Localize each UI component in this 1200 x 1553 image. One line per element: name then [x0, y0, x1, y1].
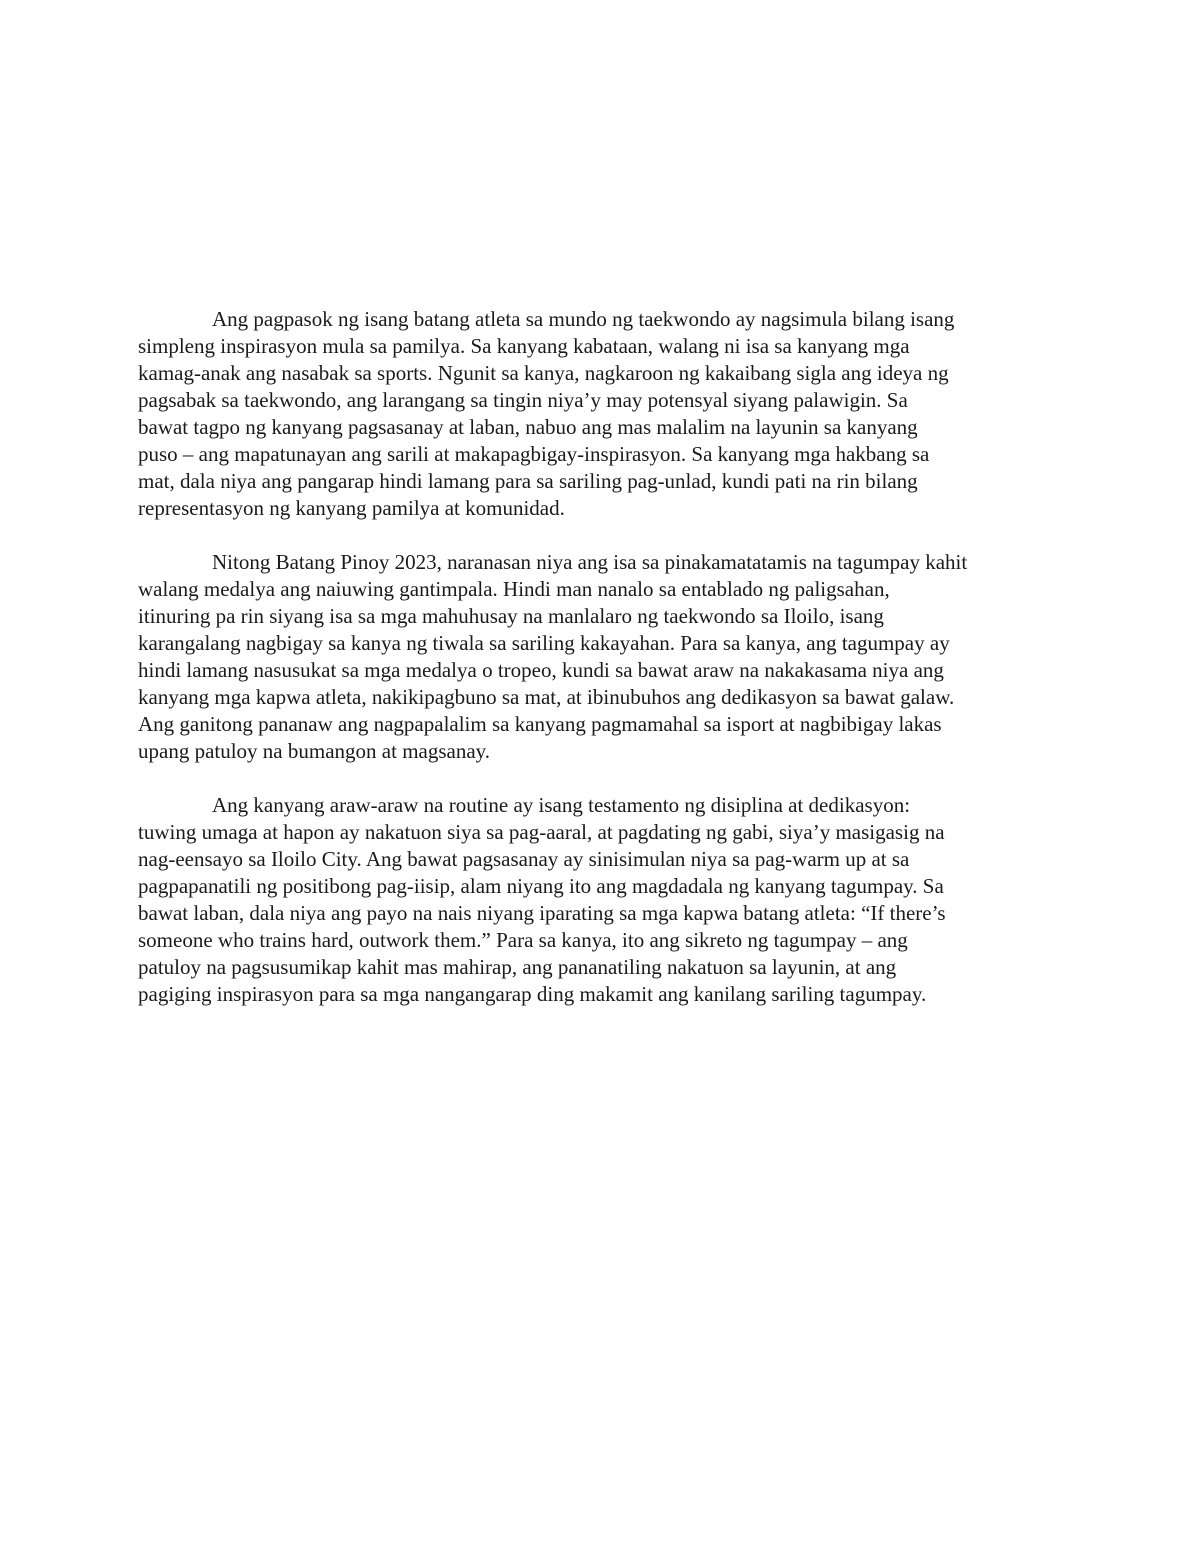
text-line: kamag-anak ang nasabak sa sports. Ngunit sa kanya, nagkaroon ng kakaibang sigla ang ideya ng: [138, 361, 949, 385]
text-line: nag-eensayo sa Iloilo City. Ang bawat pagsasanay ay sinisimulan niya sa pag-warm up at sa: [138, 847, 910, 871]
paragraph-3: [138, 792, 1078, 1008]
text-line: Ang ganitong pananaw ang nagpapalalim sa kanyang pagmamahal sa isport at nagbibigay lakas: [138, 712, 942, 736]
text-line: pagiging inspirasyon para sa mga nangangarap ding makamit ang kanilang sariling tagumpay.: [138, 982, 927, 1006]
text-line: tuwing umaga at hapon ay nakatuon siya sa pag-aaral, at pagdating ng gabi, siya’y masigasig na: [138, 820, 945, 844]
text-line: bawat laban, dala niya ang payo na nais niyang iparating sa mga kapwa batang atleta: “If there’s: [138, 901, 946, 925]
text-line: Ang kanyang araw-araw na routine ay isang testamento ng disiplina at dedikasyon:: [212, 793, 911, 817]
text-line: patuloy na pagsusumikap kahit mas mahirap, ang pananatiling nakatuon sa layunin, at ang: [138, 955, 897, 979]
text-line: walang medalya ang naiuwing gantimpala. Hindi man nanalo sa entablado ng paligsahan,: [138, 577, 890, 601]
text-line: karangalang nagbigay sa kanya ng tiwala sa sariling kakayahan. Para sa kanya, ang tagumpay ay: [138, 631, 950, 655]
text-line: bawat tagpo ng kanyang pagsasanay at laban, nabuo ang mas malalim na layunin sa kanyang: [138, 415, 918, 439]
text-line: pagpapanatili ng positibong pag-iisip, alam niyang ito ang magdadala ng kanyang tagumpay. Sa: [138, 874, 944, 898]
text-line: itinuring pa rin siyang isa sa mga mahuhusay na manlalaro ng taekwondo sa Iloilo, isang: [138, 604, 884, 628]
text-line: hindi lamang nasusukat sa mga medalya o tropeo, kundi sa bawat araw na nakakasama niya ang: [138, 658, 944, 682]
paragraph-1: [138, 306, 1078, 522]
text-line: Ang pagpasok ng isang batang atleta sa mundo ng taekwondo ay nagsimula bilang isang: [212, 307, 955, 331]
text-line: mat, dala niya ang pangarap hindi lamang para sa sariling pag-unlad, kundi pati na rin bilang: [138, 469, 918, 493]
text-line: kanyang mga kapwa atleta, nakikipagbuno sa mat, at ibinubuhos ang dedikasyon sa bawat galaw.: [138, 685, 955, 709]
text-line: representasyon ng kanyang pamilya at komunidad.: [138, 496, 565, 520]
text-line: puso – ang mapatunayan ang sarili at makapagbigay-inspirasyon. Sa kanyang mga hakbang sa: [138, 442, 930, 466]
text-line: simpleng inspirasyon mula sa pamilya. Sa kanyang kabataan, walang ni isa sa kanyang mga: [138, 334, 910, 358]
text-line: pagsabak sa taekwondo, ang larangang sa tingin niya’y may potensyal siyang palawigin. Sa: [138, 388, 908, 412]
text-line: Nitong Batang Pinoy 2023, naranasan niya ang isa sa pinakamatatamis na tagumpay kahit: [212, 550, 968, 574]
text-line: someone who trains hard, outwork them.” Para sa kanya, ito ang sikreto ng tagumpay – ang: [138, 928, 908, 952]
text-line: upang patuloy na bumangon at magsanay.: [138, 739, 491, 763]
paragraph-2: [138, 549, 1078, 765]
document-body: [138, 306, 1078, 1035]
